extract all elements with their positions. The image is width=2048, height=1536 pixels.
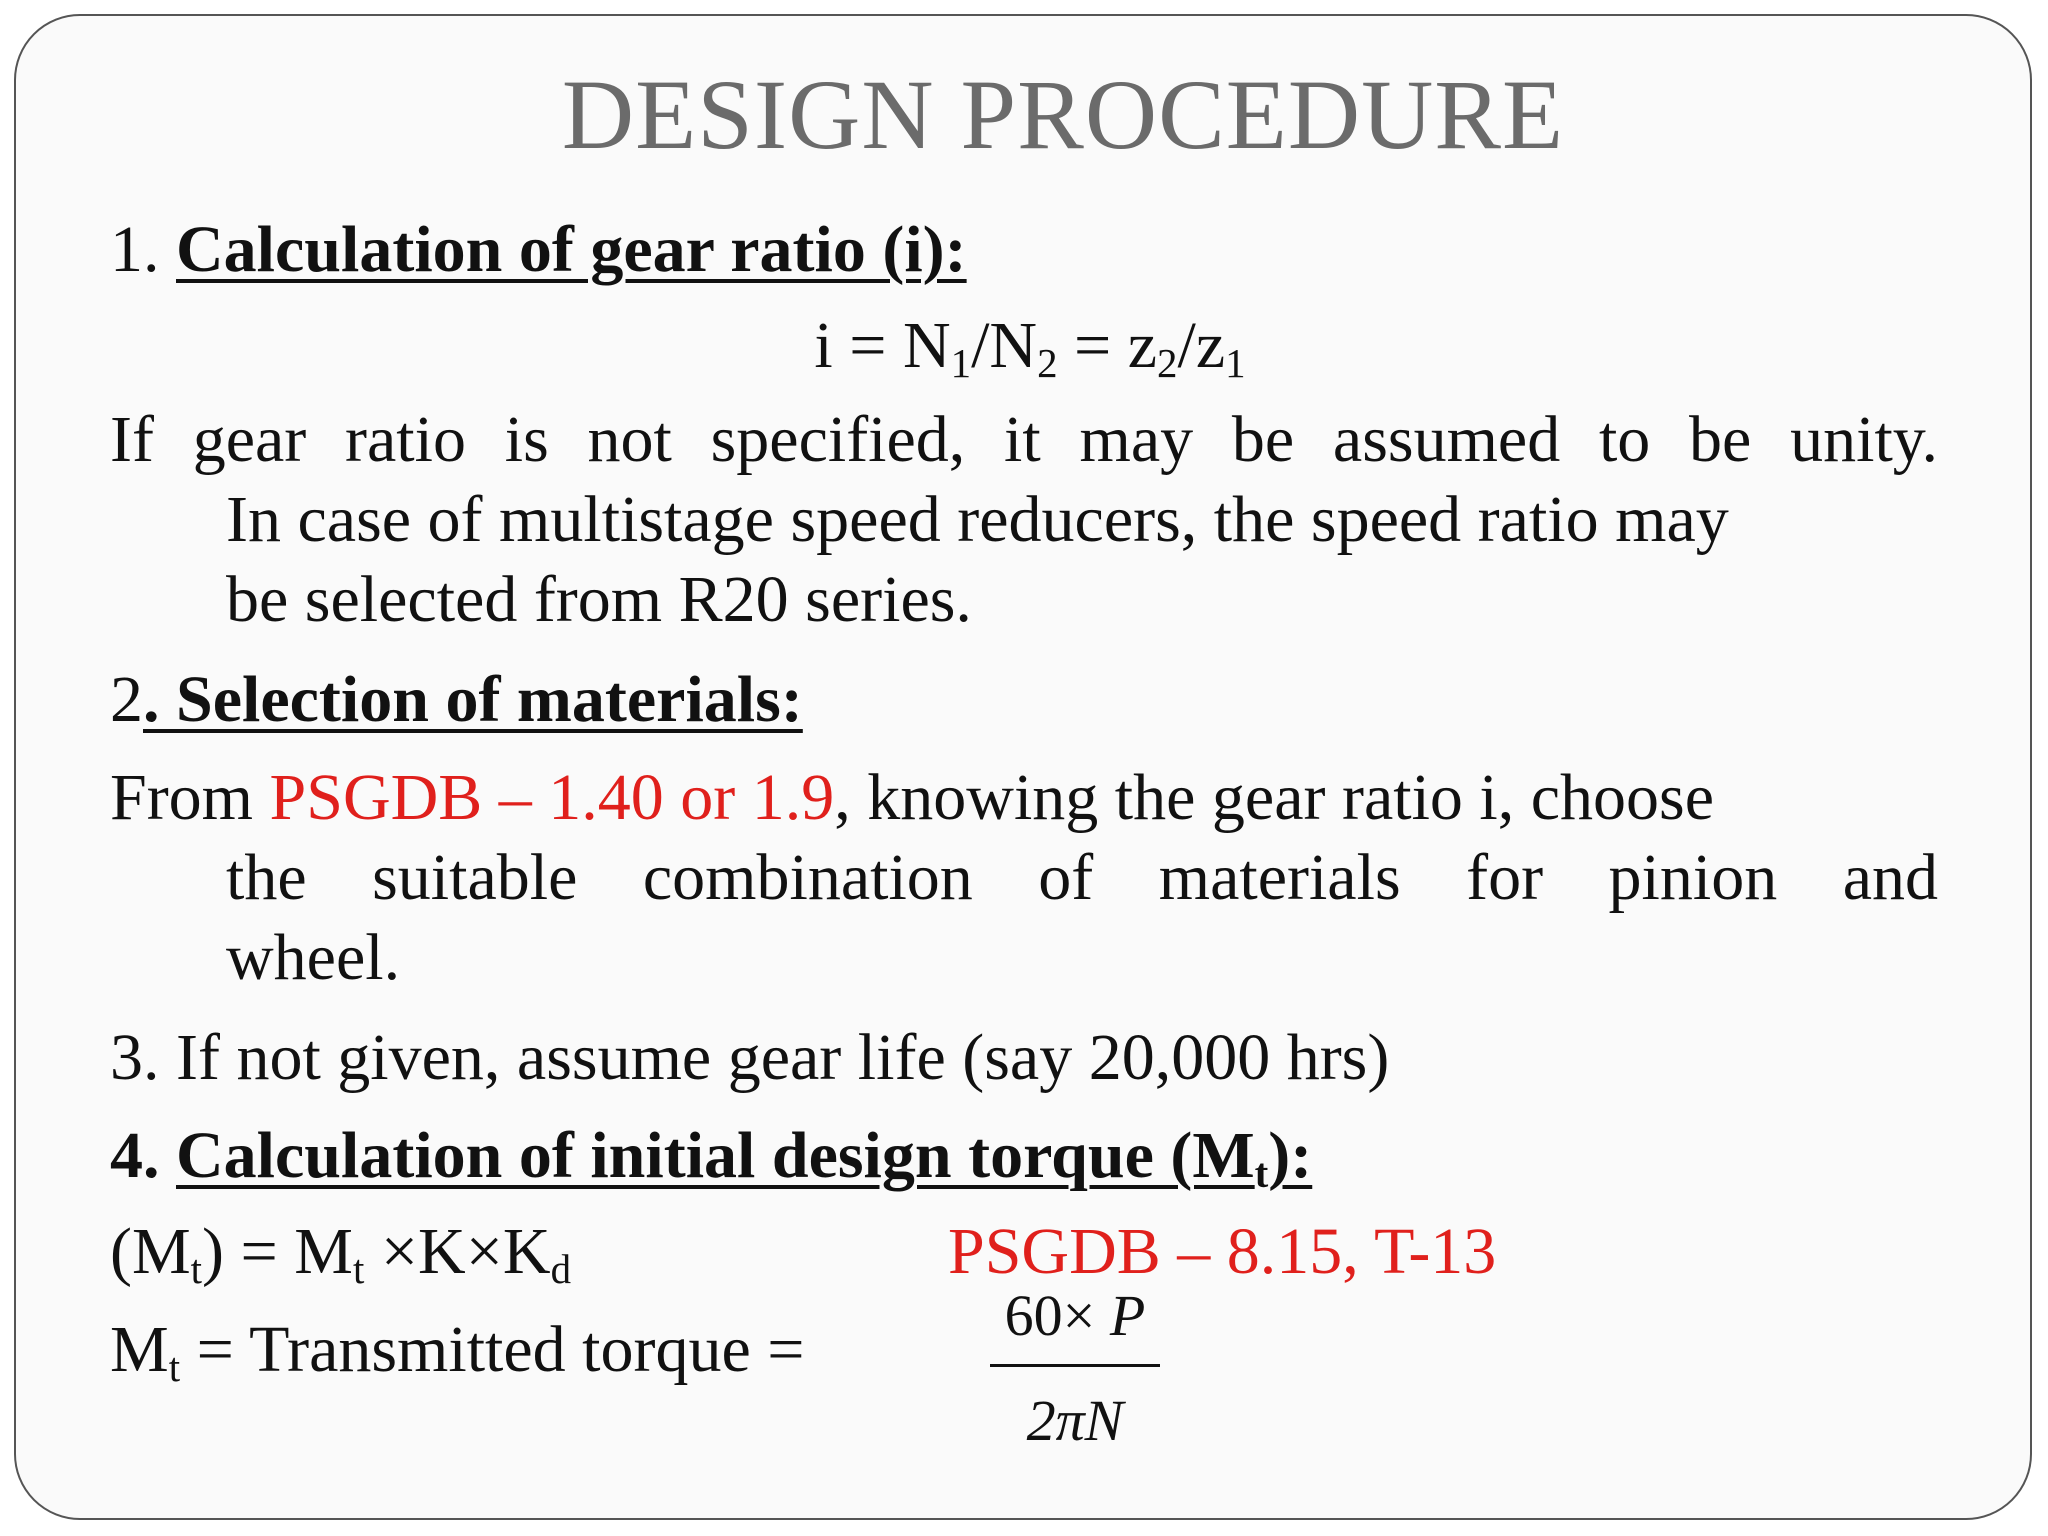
- step4-heading: [110, 1118, 1313, 1197]
- step1-heading-text: Calculation of gear ratio (i):: [176, 213, 967, 286]
- step2-number: 2: [110, 663, 143, 736]
- formula-part: /z: [1177, 309, 1226, 382]
- step4-number: 4.: [110, 1119, 176, 1192]
- eq-subscript: t: [168, 1345, 181, 1391]
- slide-title: DESIGN PROCEDURE: [561, 59, 1565, 170]
- step1-paragraph-line1: [110, 402, 1938, 478]
- fraction-bar: [990, 1364, 1160, 1367]
- formula-part: i = N: [814, 309, 951, 382]
- word: the: [226, 841, 307, 914]
- torque-fraction: [990, 1278, 1160, 1459]
- word: pinion: [1608, 841, 1778, 914]
- eq-subscript: t: [190, 1247, 203, 1293]
- paragraph-text: From: [110, 761, 270, 834]
- word: for: [1466, 841, 1544, 914]
- eq-part: M: [110, 1313, 169, 1386]
- fraction-denominator: 2πN: [1026, 1388, 1124, 1453]
- step2-heading-text: . Selection of materials:: [143, 663, 803, 736]
- word: combination: [642, 841, 973, 914]
- step2-line2: [226, 840, 1938, 916]
- step2-heading: [110, 662, 803, 738]
- word: and: [1842, 841, 1938, 914]
- psgdb-torque-reference: PSGDB – 8.15, T-13: [948, 1215, 1497, 1288]
- formula-subscript: 2: [1037, 341, 1058, 387]
- step3-text: 3. If not given, assume gear life (say 20,000 hrs): [110, 1021, 1390, 1094]
- fraction-numerator: [990, 1278, 1160, 1354]
- eq-part: ×K×K: [364, 1215, 551, 1288]
- formula-part: = z: [1057, 309, 1158, 382]
- transmitted-torque-equation: [110, 1312, 805, 1391]
- eq-part: ) = M: [202, 1215, 353, 1288]
- formula-subscript: 1: [950, 341, 972, 387]
- paragraph-text: If gear ratio is not specified, it may be assumed to be unity.: [110, 403, 1938, 476]
- formula-subscript: 1: [1225, 341, 1246, 387]
- slide: [14, 14, 2032, 1520]
- word: materials: [1158, 841, 1401, 914]
- eq-part: = Transmitted torque =: [180, 1313, 805, 1386]
- heading-subscript: t: [1254, 1151, 1269, 1197]
- word: of: [1038, 841, 1094, 914]
- word: suitable: [372, 841, 578, 914]
- step1-paragraph-line3: be selected from R20 series.: [226, 563, 972, 636]
- formula-part: /N: [971, 309, 1038, 382]
- step1-paragraph-line2: In case of multistage speed reducers, the speed ratio may: [226, 483, 1729, 556]
- step4-heading-text: [176, 1119, 1313, 1197]
- psgdb-reference: PSGDB – 1.40 or 1.9: [269, 761, 835, 834]
- times-symbol: ×: [1062, 1283, 1110, 1348]
- step1-heading: [110, 212, 967, 288]
- heading-part: ):: [1268, 1119, 1313, 1192]
- power-variable: P: [1109, 1283, 1146, 1348]
- heading-part: Calculation of initial design torque (M: [176, 1119, 1255, 1192]
- step2-line1: [110, 760, 1938, 836]
- eq-subscript: t: [352, 1247, 365, 1293]
- numerator-number: 60: [1004, 1283, 1063, 1348]
- design-torque-equation: [110, 1214, 572, 1293]
- step2-line3: wheel.: [226, 921, 401, 994]
- gear-ratio-formula: [16, 308, 2032, 387]
- eq-part: (M: [110, 1215, 191, 1288]
- formula-subscript: 2: [1157, 341, 1178, 387]
- step1-number: 1.: [110, 213, 176, 286]
- paragraph-text: , knowing the gear ratio i, choose: [834, 761, 1715, 834]
- eq-subscript: d: [550, 1247, 572, 1293]
